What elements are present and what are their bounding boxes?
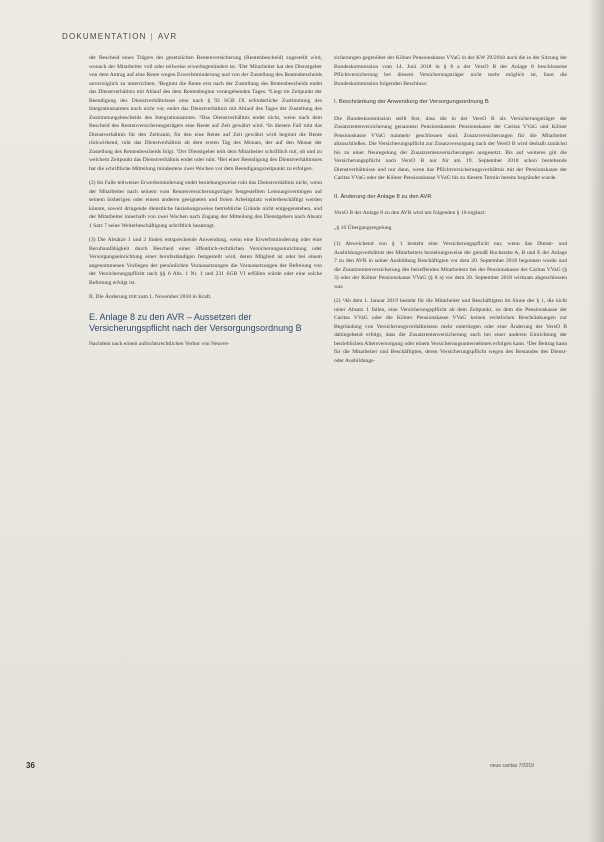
- paragraph-title: „§ 10 Übergangsregelung: [334, 224, 392, 231]
- paragraph: der Bescheid eines Trägers der gesetzlichen Rentenversicherung (Rentenbescheid) zugestellt wird, wonach der Mitarbeiter voll oder teilweise erwerbsgemindert ist. ²Der Mitarbeiter hat den Dienstgeber von dem Antrag auf eine Rente wegen Erwerbsminderung und von der Zustellung des Rentenbescheids unverzüglich zu unterrichten. ³Beginnt die Rente erst nach der Zustellung des Rentenbescheids endet das Dienstverhältnis mit Ablauf des dem Rentenbeginn vorangehenden Tages. ⁴Liegt im Zeitpunkt der Beendigung des Dienstverhältnisses eine nach § 92 SGB IX erforderliche Zustimmung des Integrationsamtes noch nicht vor, endet das Dienstverhältnis mit Ablauf des Tages der Zustellung des Zustimmungsbescheids des Integrationsamtes. ⁵Das Dienstverhältnis endet nicht, wenn nach dem Bescheid des Rentenversicherungsträgers eine Rente auf Zeit gewährt wird. ⁶In diesem Fall ruht das Dienstverhältnis für den Zeitraum, für den eine Rente auf Zeit gewährt wird beginnt die Rente rückwirkend, ruht das Dienstverhältnis ab dem ersten Tag des Monats, der auf den Monat der Zustellung des Rentenbescheids folgt. ⁷Der Dienstgeber teilt dem Mitarbeiter schriftlich mit, ob und zu welchem Zeitpunkt das Dienstverhältnis endet oder ruht. ⁸Bei einer Beendigung des Dienstverhältnisses hat die schriftliche Mitteilung mindestens zwei Wochen vor dem Beendigungszeitpunkt zu erfolgen.: [89, 55, 322, 172]
- paragraph: (1) Abweichend von § 1 besteht eine Versicherungspflicht nur, wenn das Dienst- und Ausbildungsverhältnis des Mitarbeiters beziehungsweise der gemäß Buchstabe A, B und E der Anlage 7 zu den AVR in seiner Ausbildung Beschäftigten vor dem 20. September 2018 begonnen wurde und die Zusatzrentenversicherung des betreffenden Mitarbeiters bei der Pensionskasse der Caritas VVaG (§ 3) oder der Kölner Pensionskasse VVaG (§ 8 a) vor dem 20. September 2018 wirksam abgeschlossen war.: [334, 241, 567, 290]
- footer-source: neue caritas 7/2019: [490, 763, 534, 769]
- left-column: [89, 54, 322, 354]
- paragraph: (2) ¹Ab dem 1. Januar 2019 besteht für die Mitarbeiter und Beschäftigten im Sinne des § 1, die nicht unter Absatz 1 fallen, eine Versicherungspflicht ab dem Zeitpunkt, zu dem die Pensionskasse der Caritas VVaG oder die Kölner Pensionskasse VVaG keinen rechtlichen Beschränkungen zur Begründung von Versicherungsverhältnissen mehr unterliegen oder eine Änderung der VersO B dahingehend erfolgt, dass die Zusatzrentenversicherung auch bei einer anderen Einrichtung der betrieblichen Altersversorgung oder einem Versicherungsunternehmen erfolgen kann. ²Der Beitrag kann für die Mitarbeiter und Beschäftigten, deren Versicherungspflicht wegen des Bestandes des Dienst- oder Ausbildungs-: [334, 298, 567, 364]
- page-number: 36: [26, 761, 35, 770]
- header-subsection: AVR: [157, 32, 178, 41]
- right-column: [334, 54, 567, 371]
- header-separator: |: [150, 32, 154, 41]
- paragraph: Die Bundeskommission stellt fest, dass die in der VersO B als Versicherungsträger der Zusatzrentenversicherung genannten Pensionskassen Pensionskasse der Caritas VVaG und Kölner Pensionskasse VVaG nunmehr geschlossen sind. Zusatzversicherungen für die Mitarbeiter abzuschließen. Die Versicherungspflicht zur Zusatzversorgung nach der VersO B wird deshalb zunächst bis zu einer Neuregelung der Zusatzrentenversicherungen ausgesetzt. Bis auf weiteres gilt die Versicherungspflicht nach VersO B nur für am 19. September 2018 schon bestehende Dienstverhältnisse und nur dann, wenn das Pflichtversicherungsverhältnis mit der Pensionskasse der Caritas VVaG oder der Kölner Pensionskasse VVaG bis zu diesem Termin bereits begründet wurde.: [334, 115, 567, 181]
- running-header: [62, 32, 177, 41]
- paragraph: sicherungen gegenüber der Kölner Pensionskasse VVaG in der KW 29/2018 auch die in der Sitzung der Bundeskommission vom 14. Juni 2018 in § 8 a der VersO B der Anlage 8 beschlossene Pflichtversicherung bei diesem Versicherungsträger nicht mehr möglich ist, fasst die Bundeskommission folgenden Beschluss:: [334, 55, 567, 87]
- section-heading: E. Anlage 8 zu den AVR – Aussetzen der Versicherungspflicht nach der Versorgungsordnung B: [89, 311, 302, 333]
- header-section: DOKUMENTATION: [62, 32, 147, 41]
- paragraph: VersO B der Anlage 8 zu den AVR wird um folgenden § 10 ergänzt:: [334, 210, 486, 216]
- subheading: I. Beschränkung der Anwendung der Versorgungsordnung B: [334, 99, 489, 105]
- page-edge-shadow: [588, 0, 604, 842]
- paragraph: (2) Im Falle teilweiser Erwerbsminderung endet beziehungsweise ruht das Dienstverhältnis nicht, wenn der Mitarbeiter nach seinem vom Rentenversicherungsträger festgestellten Leistungsvermögen auf seinem bisherigen oder einem anderen geeigneten und freien Arbeitsplatz weiterbeschäftigt werden könnte, soweit dringende dienstliche beziehungsweise betriebliche Gründe nicht entgegenstehen, und der Mitarbeiter innerhalb von zwei Wochen nach Zugang der Mitteilung des Dienstgebers nach Absatz 1 Satz 7 seine Weiterbeschäftigung schriftlich beantragt.: [89, 180, 322, 229]
- paragraph: Nachdem nach einem aufsichtsrechtlichen Verbot von Neuver-: [89, 340, 230, 347]
- paragraph: (3) Die Absätze 1 und 2 finden entsprechende Anwendung, wenn eine Erwerbsminderung oder eine Berufsunfähigkeit durch Bescheid einer öffentlich-rechtlichen Versicherungseinrichtung oder Versorgungseinrichtung einer berufsständigen festgestellt wird, deren Mitglied ist oder bei einem angenommenen Vorliegen der persönlichen Voraussetzungen die Voraussetzungen der Befreiung von der Versicherungspflicht nach §§ 6 Abs. 1 Nr. 1 und 231 SGB VI erfüllen würde oder eine solche Befreiung erfolgt ist.: [89, 237, 322, 286]
- subheading: II. Änderung der Anlage 8 zu den AVR: [334, 193, 432, 200]
- paragraph: II. Die Änderung tritt zum 1. November 2018 in Kraft.: [89, 294, 212, 300]
